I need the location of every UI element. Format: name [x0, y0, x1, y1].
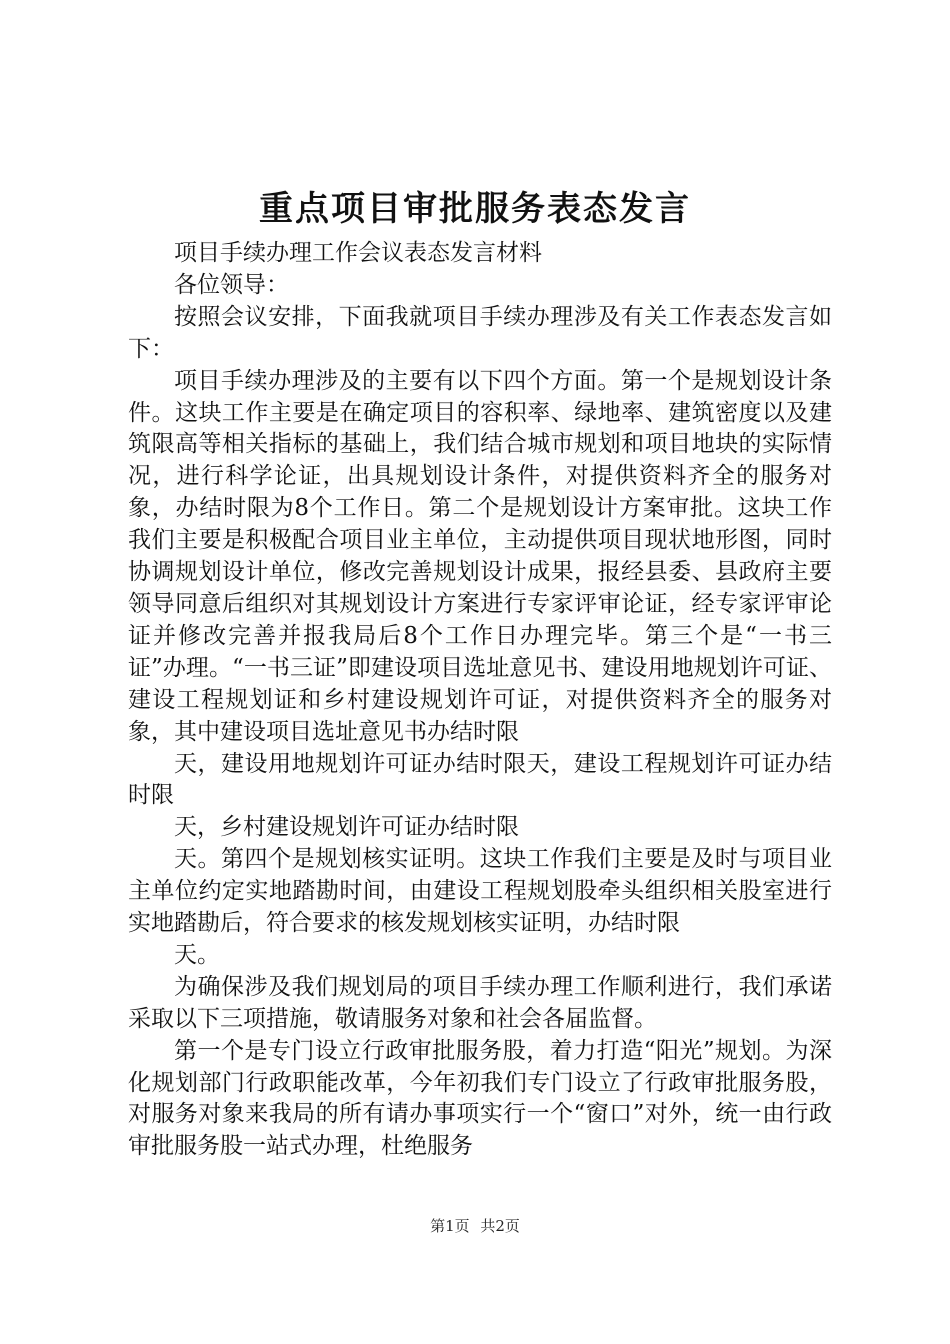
page-footer	[0, 1216, 950, 1236]
body-paragraph: 天，建设用地规划许可证办结时限天，建设工程规划许可证办结时限	[128, 750, 832, 809]
body-paragraph: 第一个是专门设立行政审批服务股，着力打造“阳光”规划。为深化规划部门行政职能改革，今年初我们专门设立了行政审批服务股，对服务对象来我局的所有请办事项实行一个“窗口”对外，统一由行政审批服务股一站式办理，杜绝服务	[128, 1037, 832, 1160]
body-paragraph: 项目手续办理涉及的主要有以下四个方面。第一个是规划设计条件。这块工作主要是在确定项目的容积率、绿地率、建筑密度以及建筑限高等相关指标的基础上，我们结合城市规划和项目地块的实际情况，进行科学论证，出具规划设计条件，对提供资料齐全的服务对象，办结时限为8个工作日。第二个是规划设计方案审批。这块工作我们主要是积极配合项目业主单位，主动提供项目现状地形图，同时协调规划设计单位，修改完善规划设计成果，报经县委、县政府主要领导同意后组织对其规划设计方案进行专家评审论证，经专家评审论证并修改完善并报我局后8个工作日办理完毕。第三个是“一书三证”办理。“一书三证”即建设项目选址意见书、建设用地规划许可证、建设工程规划证和乡村建设规划许可证，对提供资料齐全的服务对象，其中建设项目选址意见书办结时限	[128, 367, 832, 745]
body-paragraph: 按照会议安排，下面我就项目手续办理涉及有关工作表态发言如下：	[128, 303, 832, 362]
subtitle-paragraph: 项目手续办理工作会议表态发言材料	[174, 240, 542, 266]
page-total: 共2页	[480, 1217, 520, 1235]
body-paragraph: 天。第四个是规划核实证明。这块工作我们主要是及时与项目业主单位约定实地踏勘时间，由建设工程规划股牵头组织相关股室进行实地踏勘后，符合要求的核发规划核实证明，办结时限	[128, 846, 832, 937]
salutation-paragraph: 各位领导：	[174, 271, 289, 298]
document-body	[128, 238, 832, 1163]
document-title: 重点项目审批服务表态发言	[259, 189, 691, 229]
page-number: 第1页	[430, 1217, 470, 1235]
body-paragraph: 天，乡村建设规划许可证办结时限	[174, 814, 519, 841]
body-paragraph: 天。	[174, 941, 220, 968]
body-paragraph: 为确保涉及我们规划局的项目手续办理工作顺利进行，我们承诺采取以下三项措施，敬请服务对象和社会各届监督。	[128, 973, 832, 1032]
